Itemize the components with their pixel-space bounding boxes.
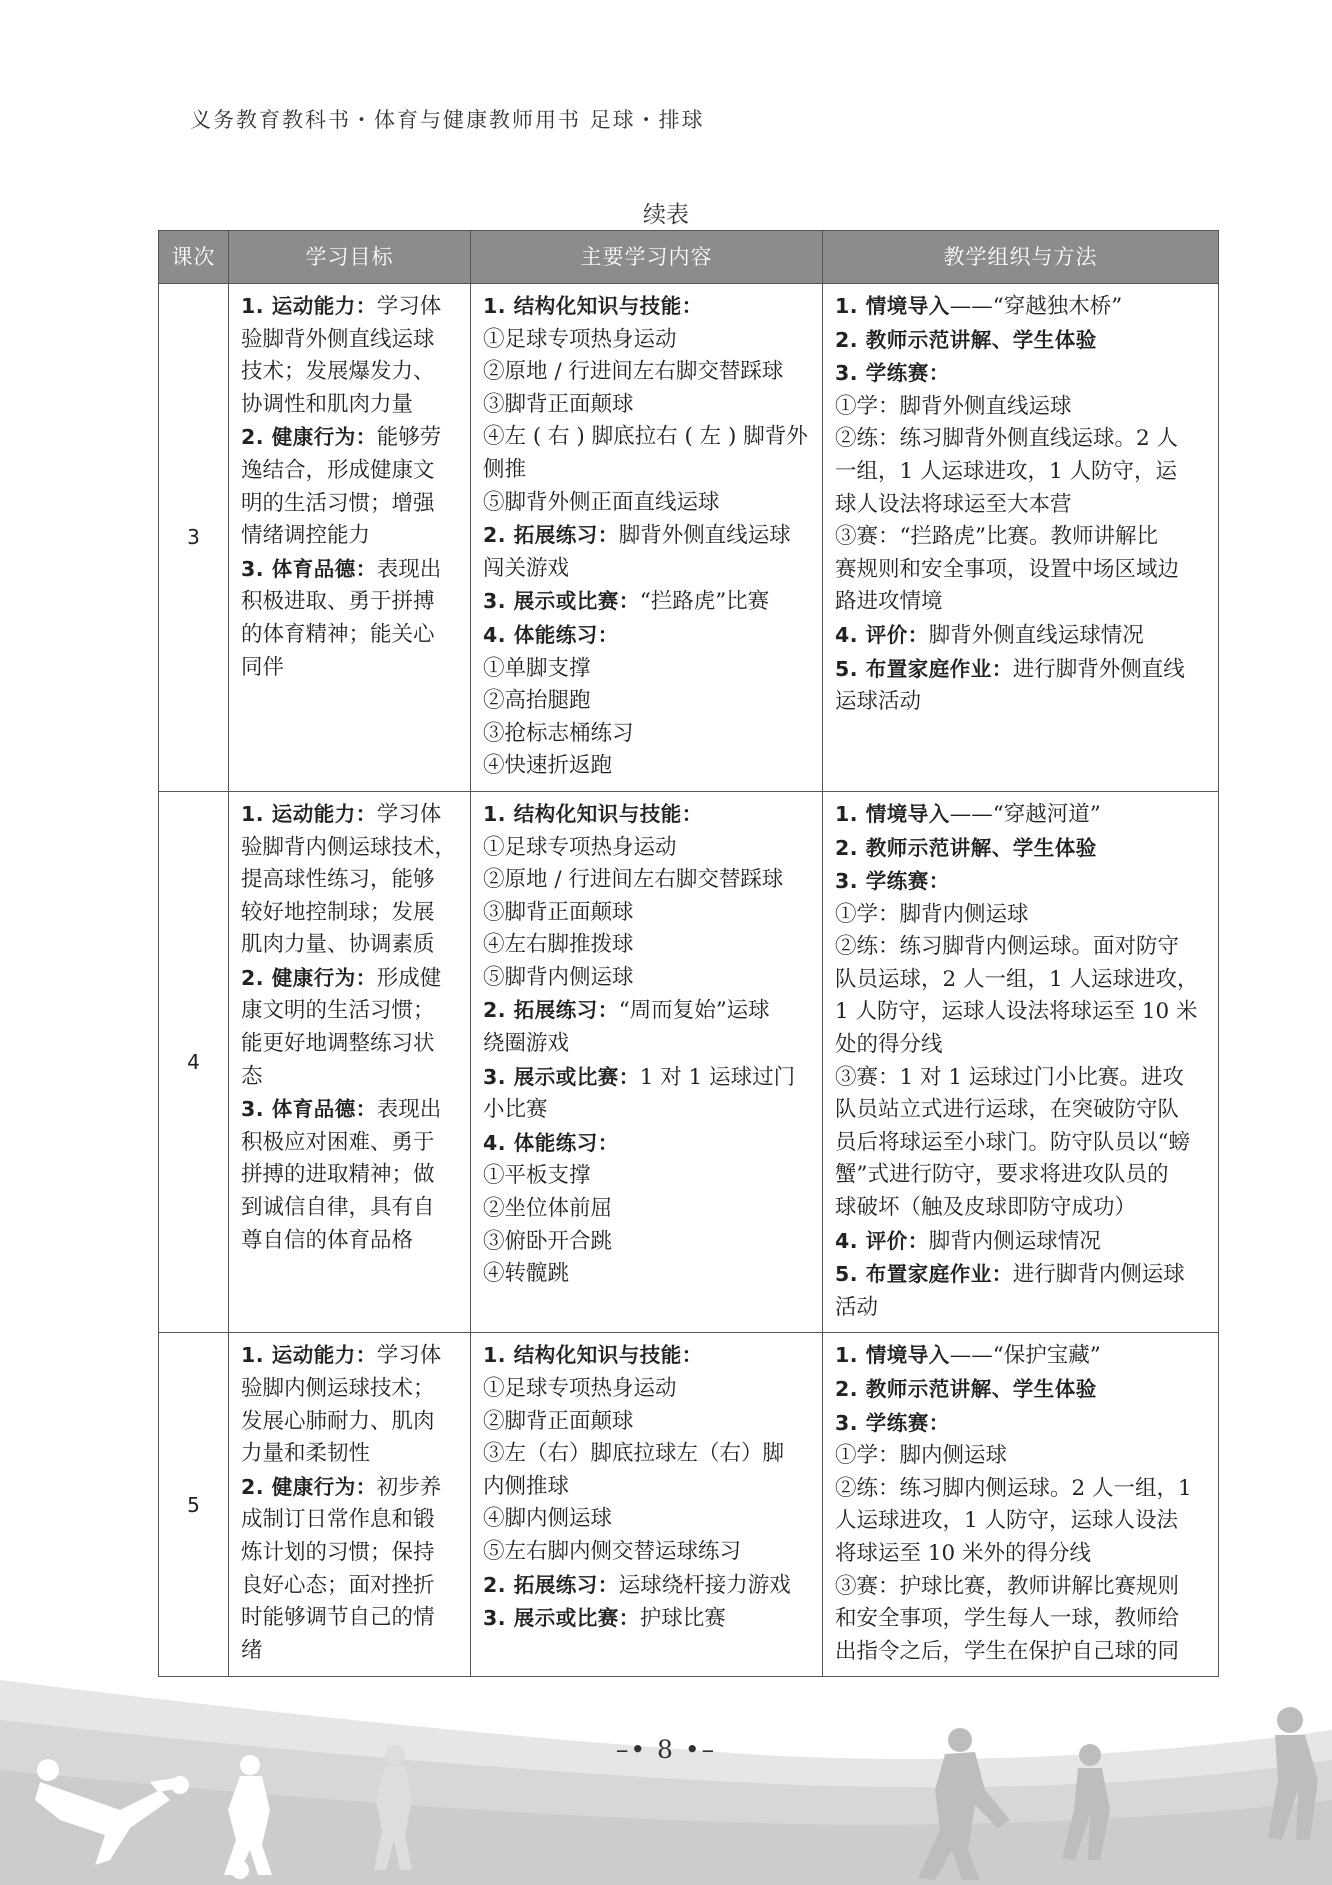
bold-label: 3. 学练赛： (835, 361, 950, 386)
line-text: 的体育精神；能关心 (241, 621, 435, 647)
cell-line (483, 1193, 810, 1226)
cell-line (483, 553, 810, 586)
cell-line (241, 1504, 458, 1537)
line-text: 内侧推球 (483, 1473, 570, 1499)
line-text: 积极进取、勇于拼搏 (241, 589, 435, 615)
bold-label: 2. 健康行为： (241, 965, 377, 990)
line-text: ③俯卧开合跳 (483, 1228, 613, 1254)
cell-line (241, 1471, 458, 1505)
cell-line (483, 1094, 810, 1127)
cell-line (241, 1537, 458, 1570)
bold-label: 3. 展示或比赛： (483, 589, 640, 614)
cell-line (241, 652, 458, 685)
cell-line (835, 1538, 1206, 1571)
line-text: 进行脚背内侧运球 (1012, 1262, 1185, 1288)
bold-label: 2. 教师示范讲解、学生体验 (835, 835, 1097, 860)
cell-line (241, 1406, 458, 1439)
cell-line (483, 1503, 810, 1536)
line-text: ②脚背正面颠球 (483, 1408, 634, 1434)
cell-line (483, 356, 810, 389)
cell-line (483, 750, 810, 783)
bold-label: 3. 学练赛： (835, 869, 950, 894)
line-text: ⑤脚背内侧运球 (483, 964, 634, 990)
bold-label: 1. 结构化知识与技能： (483, 1343, 703, 1368)
cell-line (835, 521, 1206, 554)
cell-line (835, 1192, 1206, 1225)
bold-label: 3. 体育品德： (241, 1097, 377, 1122)
line-text: ②高抬腿跑 (483, 688, 591, 714)
cell-line (835, 1339, 1206, 1373)
bold-label: 2. 健康行为： (241, 1474, 377, 1499)
cell-line (483, 685, 810, 718)
bold-label: 3. 展示或比赛： (483, 1606, 640, 1631)
line-text: 技术；发展爆发力、 (241, 359, 435, 385)
cell-line (241, 290, 458, 324)
line-text: 情绪调控能力 (241, 523, 371, 549)
line-text: 逸结合，形成健康文 (241, 457, 435, 483)
line-text: ①足球专项热身运动 (483, 1376, 677, 1401)
line-text: ①足球专项热身运动 (483, 326, 677, 352)
cell-line (483, 1160, 810, 1193)
line-text: ③抢标志桶练习 (483, 720, 634, 746)
line-text: 较好地控制球；发展 (241, 899, 435, 925)
line-text: 运球绕杆接力游戏 (618, 1572, 791, 1598)
lesson-number-cell: 5 (159, 1333, 229, 1677)
table-header-row (159, 231, 1219, 284)
line-text: 闯关游戏 (483, 555, 570, 581)
line-text: 队员站立式进行运球，在突破防守队 (835, 1097, 1180, 1123)
cell-line (483, 1339, 810, 1373)
cell-line (835, 1258, 1206, 1292)
bold-label: 1. 结构化知识与技能： (483, 294, 703, 318)
bold-label: 4. 评价： (835, 1228, 929, 1253)
cell-line (483, 1028, 810, 1061)
cell-line (835, 1159, 1206, 1192)
lesson-plan-table (158, 230, 1219, 1677)
line-text: 进行脚背外侧直线 (1012, 656, 1185, 682)
running-header: 义务教育教科书・体育与健康教师用书 足球・排球 (190, 108, 705, 132)
line-text: 表现出 (376, 1097, 442, 1123)
bold-label: 2. 健康行为： (241, 425, 377, 450)
line-text: “周而复始”运球 (618, 998, 770, 1024)
cell-line (241, 553, 458, 587)
lesson-number-cell: 4 (159, 791, 229, 1333)
line-text: ①单脚支撑 (483, 655, 591, 681)
cell-line (241, 1438, 458, 1471)
cell-line (483, 1226, 810, 1259)
line-text: 队员运球，2 人一组，1 人运球进攻， (835, 966, 1199, 992)
cell-line (241, 1159, 458, 1192)
line-text: 将球运至 10 米外的得分线 (835, 1540, 1092, 1566)
cell-line (241, 1028, 458, 1061)
lesson-number-cell: 3 (159, 284, 229, 792)
line-text: 1 人防守，运球人设法将球运至 10 米 (835, 999, 1198, 1025)
cell-line (835, 586, 1206, 619)
cell-line (835, 1127, 1206, 1160)
cell-line (835, 832, 1206, 866)
line-text: 验脚内侧运球技术； (241, 1376, 435, 1401)
cell-line (835, 1292, 1206, 1325)
line-text: ——“穿越独木桥” (949, 294, 1123, 319)
cell-line (483, 619, 810, 653)
line-text: 和安全事项，学生每人一球，教师给 (835, 1606, 1180, 1632)
cell-line (241, 389, 458, 422)
cell-line (241, 1225, 458, 1258)
line-text: 人运球进攻，1 人防守，运球人设法 (835, 1508, 1179, 1534)
bold-label: 1. 运动能力： (241, 801, 377, 826)
cell-line (483, 1536, 810, 1569)
cell-line (483, 718, 810, 751)
line-text: ——“穿越河道” (949, 801, 1101, 827)
line-text: 验脚背内侧运球技术， (241, 834, 457, 860)
line-text: 绪 (241, 1637, 263, 1663)
cell-line (241, 897, 458, 930)
bold-label: 2. 拓展练习： (483, 523, 619, 548)
cell-line (241, 1192, 458, 1225)
bold-label: 4. 体能练习： (483, 622, 619, 647)
line-text: ①足球专项热身运动 (483, 834, 677, 860)
line-text: ②练：练习脚内侧运球。2 人一组，1 (835, 1475, 1192, 1501)
bold-label: 1. 运动能力： (241, 294, 377, 318)
line-text: 侧推 (483, 456, 527, 482)
bold-label: 2. 教师示范讲解、学生体验 (835, 1377, 1097, 1401)
cell-line (241, 586, 458, 619)
line-text: 肌肉力量、协调素质 (241, 932, 435, 958)
line-text: 提高球性练习，能够 (241, 867, 435, 893)
cell-line (835, 324, 1206, 358)
line-text: ③赛：“拦路虎”比赛。教师讲解比 (835, 524, 1158, 550)
line-text: 明的生活习惯；增强 (241, 490, 435, 516)
line-text: ——“保护宝藏” (949, 1343, 1101, 1369)
line-text: ③赛：护球比赛，教师讲解比赛规则 (835, 1573, 1180, 1599)
bold-label: 2. 教师示范讲解、学生体验 (835, 327, 1097, 352)
line-text: 学习体 (376, 1343, 442, 1369)
table-caption: 续表 (643, 202, 689, 228)
bold-label: 1. 情境导入 (835, 801, 950, 826)
cell-line (241, 1602, 458, 1635)
line-text: 成制订日常作息和锻 (241, 1507, 435, 1533)
line-text: 表现出 (376, 556, 442, 582)
cell-line (483, 929, 810, 962)
line-text: 绕圈游戏 (483, 1031, 570, 1057)
line-text: ⑤脚背外侧正面直线运球 (483, 489, 720, 515)
cell-line (483, 1373, 810, 1406)
methods-cell (823, 1333, 1219, 1677)
cell-line (241, 1061, 458, 1094)
line-text: 尊自信的体育品格 (241, 1227, 414, 1253)
cell-line (241, 995, 458, 1028)
line-text: ④左右脚推拨球 (483, 932, 634, 958)
cell-line (835, 1029, 1206, 1062)
table-row (159, 1333, 1219, 1677)
cell-line (483, 389, 810, 422)
cell-line (483, 1438, 810, 1471)
cell-line (835, 456, 1206, 489)
cell-line (835, 391, 1206, 424)
goals-cell (229, 1333, 471, 1677)
cell-line (241, 619, 458, 652)
cell-line (241, 455, 458, 488)
line-text: ③脚背正面颠球 (483, 899, 634, 925)
line-text: 员后将球运至小球门。防守队员以“螃 (835, 1129, 1190, 1155)
cell-line (241, 1570, 458, 1603)
cell-line (241, 421, 458, 455)
cell-line (483, 962, 810, 995)
cell-line (241, 1127, 458, 1160)
line-text: 拼搏的进取精神；做 (241, 1162, 435, 1188)
cell-line (835, 931, 1206, 964)
line-text: ②原地 / 行进间左右脚交替踩球 (483, 867, 784, 893)
table-row (159, 791, 1219, 1333)
line-text: 路进攻情境 (835, 589, 943, 615)
content-cell (471, 1333, 823, 1677)
bold-label: 4. 体能练习： (483, 1130, 619, 1155)
cell-line (835, 798, 1206, 832)
cell-line (241, 962, 458, 996)
line-text: ③赛：1 对 1 运球过门小比赛。进攻 (835, 1064, 1184, 1090)
header-goals: 学习目标 (229, 231, 471, 284)
cell-line (835, 899, 1206, 932)
header-lesson: 课次 (159, 231, 229, 284)
line-text: 一组，1 人运球进攻，1 人防守，运 (835, 458, 1178, 484)
bold-label: 4. 评价： (835, 622, 929, 647)
line-text: ④快速折返跑 (483, 753, 613, 779)
cell-line (835, 1225, 1206, 1259)
cell-line (483, 421, 810, 454)
line-text: ③左（右）脚底拉球左（右）脚 (483, 1441, 785, 1467)
cell-line (483, 653, 810, 686)
line-text: “拦路虎”比赛 (639, 589, 770, 615)
line-text: 形成健 (376, 965, 442, 991)
methods-cell (823, 284, 1219, 792)
table-row (159, 284, 1219, 792)
bold-label: 3. 学练赛： (835, 1410, 950, 1435)
cell-line (483, 1602, 810, 1636)
line-text: 发展心肺耐力、肌肉 (241, 1408, 435, 1434)
content-cell (471, 284, 823, 792)
line-text: 验脚背外侧直线运球 (241, 326, 435, 352)
bold-label: 1. 情境导入 (835, 294, 950, 318)
cell-line (483, 290, 810, 324)
footer-sports-illustration (0, 1660, 1332, 1885)
cell-line (483, 585, 810, 619)
cell-line (483, 1127, 810, 1161)
line-text: 赛规则和安全事项，设置中场区域边 (835, 556, 1180, 582)
line-text: 积极应对困难、勇于 (241, 1129, 435, 1155)
header-methods: 教学组织与方法 (823, 231, 1219, 284)
line-text: ①学：脚背外侧直线运球 (835, 393, 1072, 419)
cell-line (241, 1373, 458, 1406)
cell-line (483, 1258, 810, 1291)
cell-line (835, 1505, 1206, 1538)
line-text: 能够劳 (376, 425, 442, 451)
cell-line (483, 1406, 810, 1439)
line-text: 同伴 (241, 654, 285, 680)
cell-line (835, 554, 1206, 587)
line-text: 小比赛 (483, 1097, 548, 1123)
cell-line (483, 324, 810, 357)
cell-line (483, 1471, 810, 1504)
cell-line (483, 1569, 810, 1603)
cell-line (241, 1339, 458, 1373)
line-text: 初步养 (376, 1474, 442, 1500)
line-text: 球破坏（触及皮球即防守成功） (835, 1195, 1137, 1221)
cell-line (241, 832, 458, 865)
cell-line (241, 520, 458, 553)
content-cell (471, 791, 823, 1333)
page-number: –• 8 •– (615, 1735, 717, 1764)
cell-line (483, 832, 810, 865)
cell-line (483, 994, 810, 1028)
bold-label: 2. 拓展练习： (483, 998, 619, 1023)
cell-line (241, 1093, 458, 1127)
cell-line (241, 324, 458, 357)
line-text: ②练：练习脚背外侧直线运球。2 人 (835, 426, 1179, 452)
line-text: ②练：练习脚背内侧运球。面对防守 (835, 934, 1180, 960)
cell-line (835, 865, 1206, 899)
line-text: 态 (241, 1063, 263, 1089)
line-text: ⑤左右脚内侧交替运球练习 (483, 1538, 742, 1564)
line-text: ②坐位体前屈 (483, 1196, 613, 1222)
cell-line (835, 1094, 1206, 1127)
cell-line (835, 423, 1206, 456)
cell-line (835, 1473, 1206, 1506)
line-text: 护球比赛 (639, 1606, 726, 1632)
cell-line (241, 488, 458, 521)
cell-line (835, 1373, 1206, 1407)
line-text: 蟹”式进行防守，要求将进攻队员的 (835, 1162, 1169, 1188)
cell-line (835, 996, 1206, 1029)
cell-line (835, 653, 1206, 687)
cell-line (483, 454, 810, 487)
cell-line (483, 1061, 810, 1095)
goals-cell (229, 791, 471, 1333)
line-text: 1 对 1 运球过门 (639, 1064, 796, 1090)
cell-line (483, 864, 810, 897)
cell-line (483, 487, 810, 520)
cell-line (835, 489, 1206, 522)
cell-line (835, 1062, 1206, 1095)
line-text: 运球活动 (835, 689, 922, 715)
cell-line (241, 798, 458, 832)
bold-label: 1. 情境导入 (835, 1343, 950, 1368)
line-text: 活动 (835, 1294, 879, 1320)
line-text: 学习体 (376, 294, 442, 319)
cell-line (835, 1440, 1206, 1473)
line-text: ③脚背正面颠球 (483, 391, 634, 417)
line-text: 球人设法将球运至大本营 (835, 491, 1072, 517)
bold-label: 5. 布置家庭作业： (835, 1262, 1013, 1287)
cell-line (835, 1571, 1206, 1604)
cell-line (483, 897, 810, 930)
cell-line (241, 929, 458, 962)
line-text: 康文明的生活习惯； (241, 998, 435, 1024)
cell-line (241, 356, 458, 389)
line-text: ①学：脚内侧运球 (835, 1443, 1008, 1469)
cell-line (483, 519, 810, 553)
cell-line (835, 964, 1206, 997)
line-text: ④转髋跳 (483, 1261, 570, 1287)
bold-label: 2. 拓展练习： (483, 1572, 619, 1597)
line-text: 脚背外侧直线运球 (618, 523, 791, 549)
line-text: 力量和柔韧性 (241, 1441, 371, 1467)
line-text: 能更好地调整练习状 (241, 1031, 435, 1057)
line-text: 学习体 (376, 801, 442, 827)
line-text: 炼计划的习惯；保持 (241, 1539, 435, 1565)
line-text: 协调性和肌肉力量 (241, 391, 414, 417)
line-text: 良好心态；面对挫折 (241, 1572, 435, 1598)
cell-line (835, 290, 1206, 324)
cell-line (835, 1603, 1206, 1636)
bold-label: 1. 结构化知识与技能： (483, 801, 703, 826)
line-text: ④脚内侧运球 (483, 1506, 613, 1532)
cell-line (241, 864, 458, 897)
line-text: ①平板支撑 (483, 1163, 591, 1189)
cell-line (835, 619, 1206, 653)
bold-label: 5. 布置家庭作业： (835, 656, 1013, 681)
line-text: 出指令之后，学生在保护自己球的同 (835, 1638, 1180, 1664)
goals-cell (229, 284, 471, 792)
cell-line (835, 1407, 1206, 1441)
bold-label: 3. 展示或比赛： (483, 1064, 640, 1089)
methods-cell (823, 791, 1219, 1333)
line-text: 脚背内侧运球情况 (928, 1228, 1101, 1254)
bold-label: 3. 体育品德： (241, 556, 377, 581)
cell-line (835, 357, 1206, 391)
cell-line (835, 686, 1206, 719)
line-text: ①学：脚背内侧运球 (835, 901, 1029, 927)
line-text: ④左 ( 右 ) 脚底拉右 ( 左 ) 脚背外 (483, 424, 808, 450)
line-text: 脚背外侧直线运球情况 (928, 622, 1144, 648)
line-text: 时能够调节自己的情 (241, 1605, 435, 1631)
header-content: 主要学习内容 (471, 231, 823, 284)
line-text: 处的得分线 (835, 1032, 943, 1058)
line-text: 到诚信自律，具有自 (241, 1195, 435, 1221)
bold-label: 1. 运动能力： (241, 1343, 377, 1368)
line-text: ②原地 / 行进间左右脚交替踩球 (483, 359, 784, 385)
cell-line (483, 798, 810, 832)
